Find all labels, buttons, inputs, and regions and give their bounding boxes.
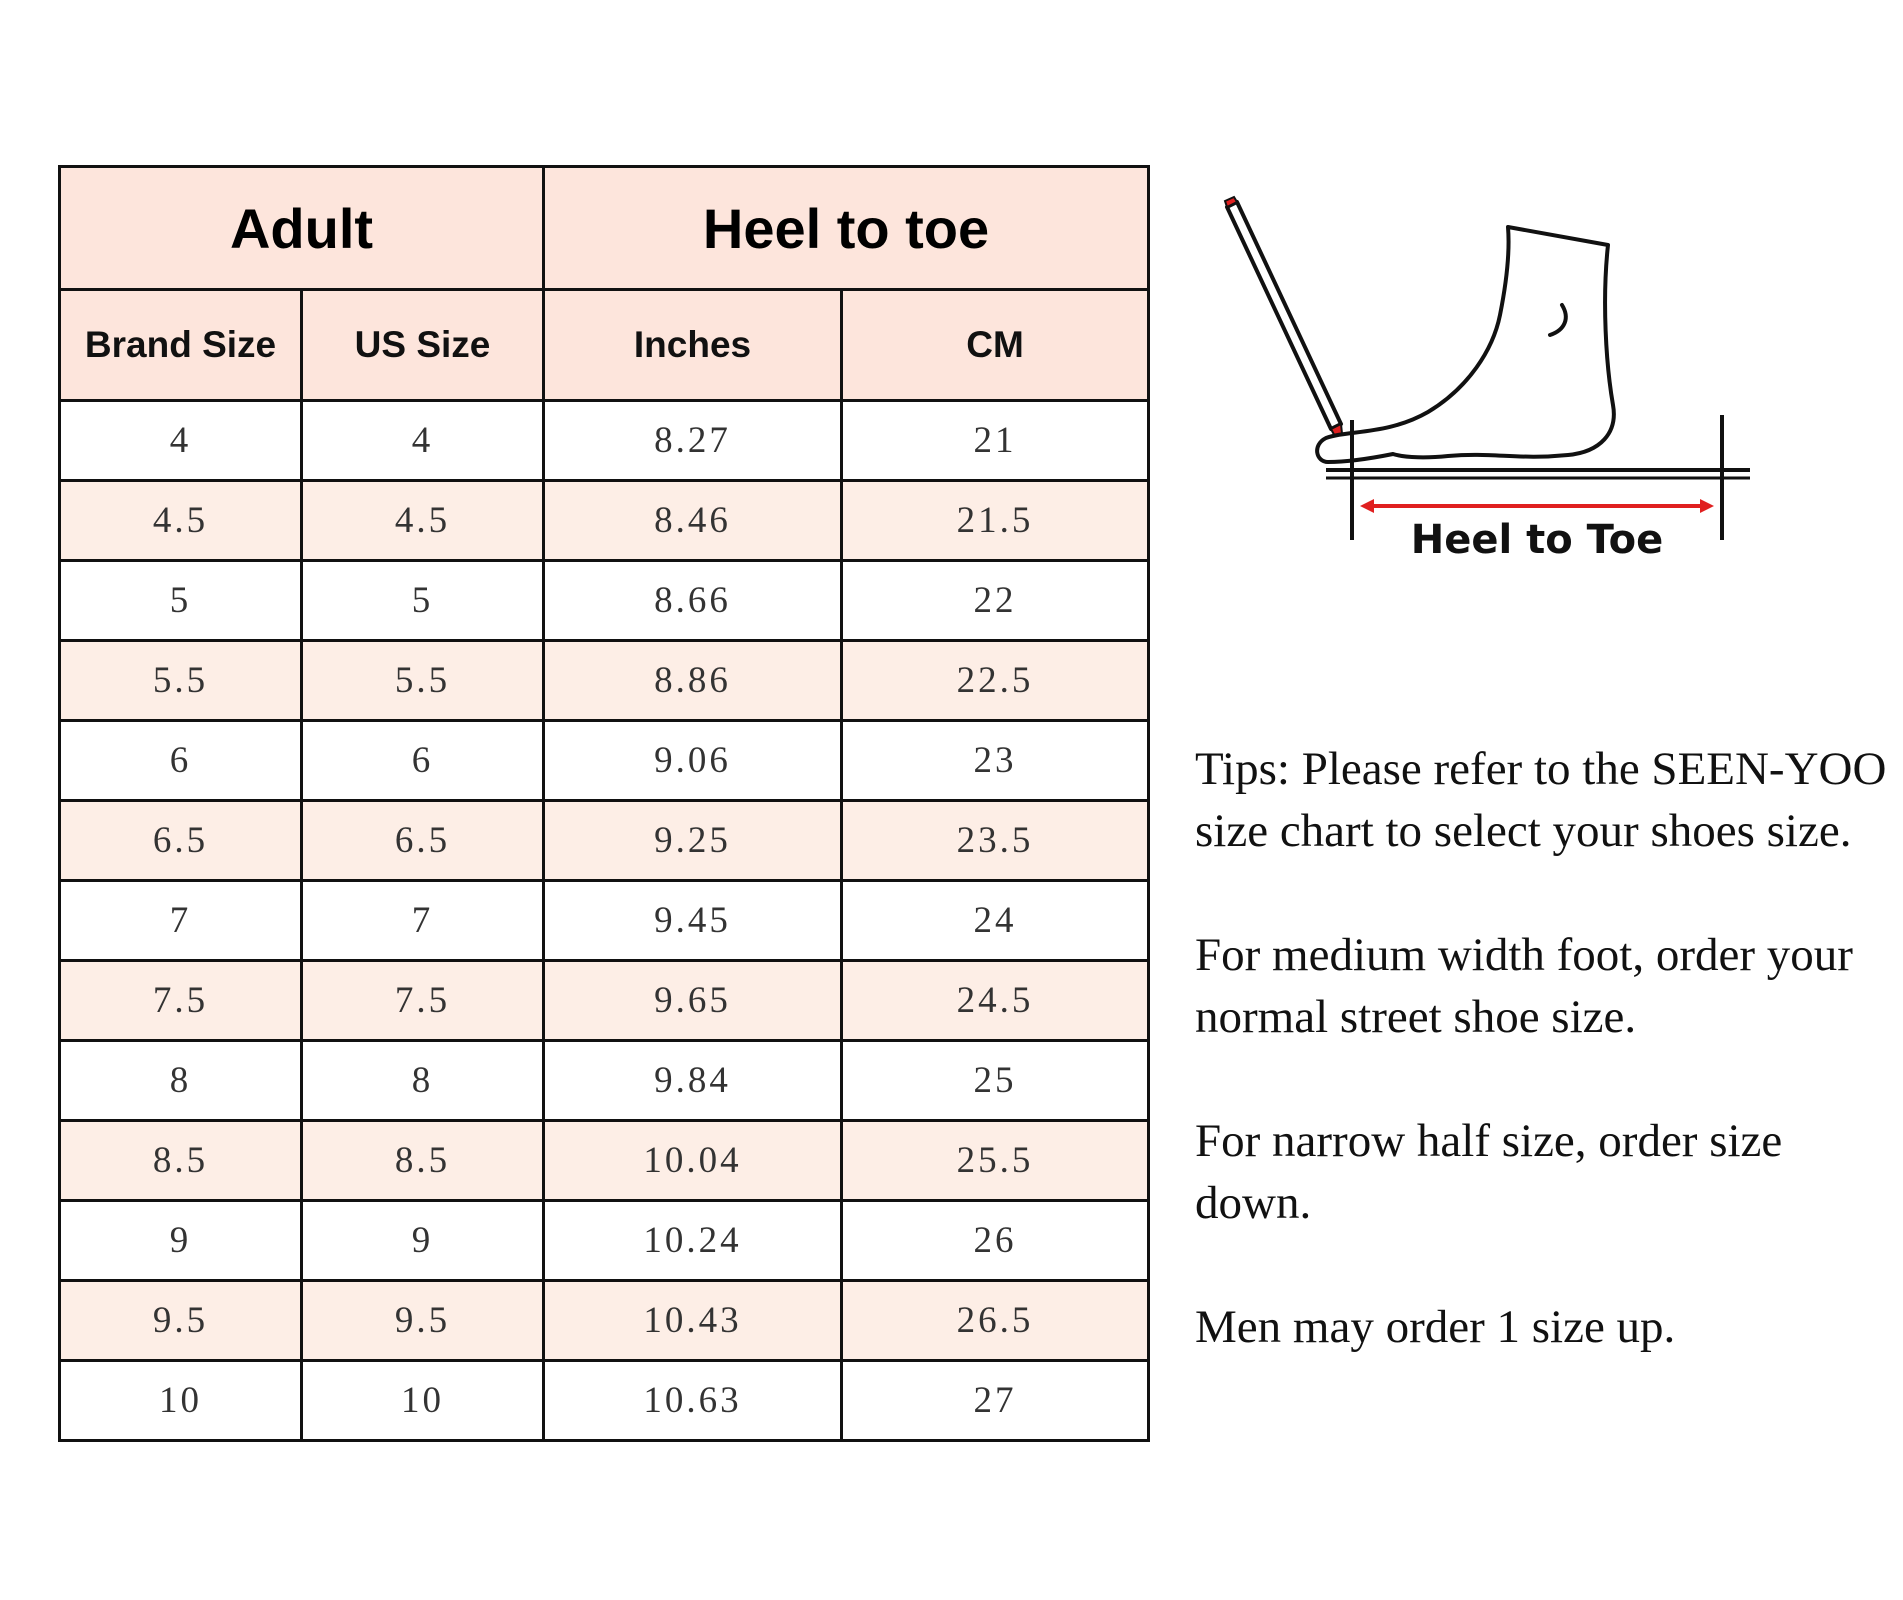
- table-row: [60, 881, 1149, 961]
- table-row: [60, 1041, 1149, 1121]
- cm-cell: 26: [842, 1201, 1149, 1281]
- table-row: [60, 1121, 1149, 1201]
- group-header-row: [60, 167, 1149, 290]
- table-row: [60, 801, 1149, 881]
- inches-cell: 9.65: [544, 961, 842, 1041]
- inches-cell: 10.43: [544, 1281, 842, 1361]
- us-size-header: US Size: [302, 290, 544, 401]
- pencil-icon: [1225, 197, 1344, 453]
- table-row: [60, 1201, 1149, 1281]
- table-row: [60, 401, 1149, 481]
- inches-header: Inches: [544, 290, 842, 401]
- tip-paragraph: For medium width foot, order your normal street shoe size.: [1195, 929, 1853, 1043]
- brand-size-cell: 6: [60, 721, 302, 801]
- table-row: [60, 1361, 1149, 1441]
- brand-size-cell: 7: [60, 881, 302, 961]
- brand-size-cell: 5: [60, 561, 302, 641]
- cm-cell: 25: [842, 1041, 1149, 1121]
- brand-size-cell: 5.5: [60, 641, 302, 721]
- foot-measurement-diagram: [1200, 190, 1760, 590]
- inches-cell: 10.63: [544, 1361, 842, 1441]
- us-size-cell: 8: [302, 1041, 544, 1121]
- cm-cell: 26.5: [842, 1281, 1149, 1361]
- us-size-cell: 7.5: [302, 961, 544, 1041]
- inches-cell: 8.86: [544, 641, 842, 721]
- brand-size-cell: 8.5: [60, 1121, 302, 1201]
- tips-panel: [1195, 738, 1895, 1420]
- tip-paragraph: For narrow half size, order size down.: [1195, 1115, 1783, 1229]
- table-row: [60, 1281, 1149, 1361]
- cm-cell: 25.5: [842, 1121, 1149, 1201]
- tip-paragraph: Men may order 1 size up.: [1195, 1301, 1676, 1353]
- us-size-cell: 5: [302, 561, 544, 641]
- brand-size-header: Brand Size: [60, 290, 302, 401]
- brand-size-cell: 6.5: [60, 801, 302, 881]
- us-size-cell: 9: [302, 1201, 544, 1281]
- cm-cell: 24.5: [842, 961, 1149, 1041]
- brand-size-cell: 8: [60, 1041, 302, 1121]
- table-row: [60, 961, 1149, 1041]
- inches-cell: 9.25: [544, 801, 842, 881]
- inches-cell: 8.46: [544, 481, 842, 561]
- tip-paragraph: Tips: Please refer to the SEEN-YOO size chart to select your shoes size.: [1195, 743, 1887, 857]
- size-chart-table: [58, 165, 1150, 1442]
- inches-cell: 9.45: [544, 881, 842, 961]
- table-row: [60, 721, 1149, 801]
- cm-cell: 23: [842, 721, 1149, 801]
- us-size-cell: 6: [302, 721, 544, 801]
- inches-cell: 10.04: [544, 1121, 842, 1201]
- inches-cell: 8.27: [544, 401, 842, 481]
- brand-size-cell: 10: [60, 1361, 302, 1441]
- us-size-cell: 8.5: [302, 1121, 544, 1201]
- inches-cell: 9.06: [544, 721, 842, 801]
- cm-cell: 22: [842, 561, 1149, 641]
- brand-size-cell: 9.5: [60, 1281, 302, 1361]
- adult-header: Adult: [60, 167, 544, 290]
- brand-size-cell: 7.5: [60, 961, 302, 1041]
- brand-size-cell: 4: [60, 401, 302, 481]
- cm-cell: 22.5: [842, 641, 1149, 721]
- cm-cell: 21.5: [842, 481, 1149, 561]
- cm-header: CM: [842, 290, 1149, 401]
- inches-cell: 10.24: [544, 1201, 842, 1281]
- cm-cell: 21: [842, 401, 1149, 481]
- inches-cell: 9.84: [544, 1041, 842, 1121]
- cm-cell: 24: [842, 881, 1149, 961]
- cm-cell: 27: [842, 1361, 1149, 1441]
- us-size-cell: 6.5: [302, 801, 544, 881]
- brand-size-cell: 9: [60, 1201, 302, 1281]
- table-row: [60, 641, 1149, 721]
- heel-to-toe-header: Heel to toe: [544, 167, 1149, 290]
- us-size-cell: 4: [302, 401, 544, 481]
- us-size-cell: 4.5: [302, 481, 544, 561]
- us-size-cell: 7: [302, 881, 544, 961]
- column-header-row: [60, 290, 1149, 401]
- heel-to-toe-label: Heel to Toe: [1410, 517, 1664, 563]
- table-row: [60, 481, 1149, 561]
- us-size-cell: 10: [302, 1361, 544, 1441]
- us-size-cell: 5.5: [302, 641, 544, 721]
- cm-cell: 23.5: [842, 801, 1149, 881]
- foot-icon: [1317, 227, 1614, 462]
- brand-size-cell: 4.5: [60, 481, 302, 561]
- table-row: [60, 561, 1149, 641]
- size-rows: [60, 401, 1149, 1441]
- inches-cell: 8.66: [544, 561, 842, 641]
- us-size-cell: 9.5: [302, 1281, 544, 1361]
